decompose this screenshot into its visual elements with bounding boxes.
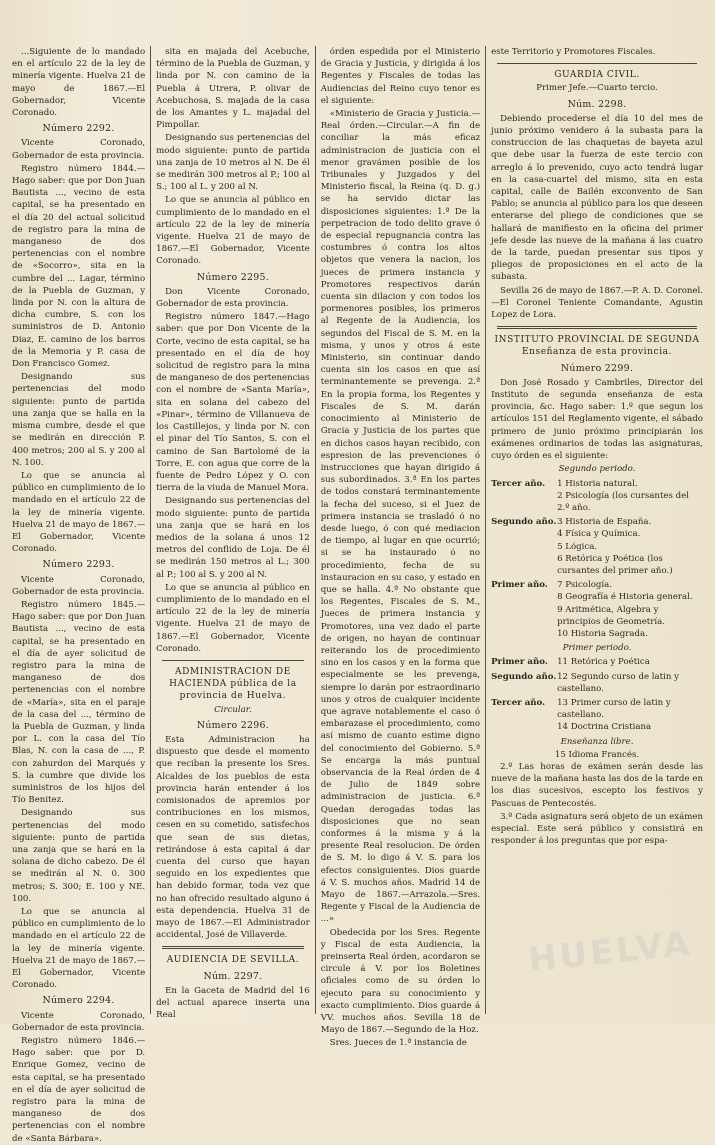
notice-number: Número 2293. — [42, 559, 115, 571]
notice-number: Número 2294. — [42, 995, 115, 1007]
exam-year-label: Primer año. — [491, 657, 548, 668]
exam-subject-list — [557, 478, 703, 515]
column-4 — [487, 46, 707, 1014]
notice-body: 2.º Las horas de exámen serán desde las nueve de la mañana hasta las dos de la tarde en los dias sucesivos, escepto los festivos y Pascuas de Pentecostés. — [491, 761, 703, 809]
paragraph: Don Vicente Coronado, Gobernador de esta provincia. — [156, 286, 310, 310]
exam-year-group — [491, 697, 703, 734]
notice-body: 3.º Cada asignatura será objeto de un exámen especial. Este será público y consistirá en responder á los preguntas que por espa- — [491, 811, 703, 847]
section-heading: GUARDIA CIVIL. — [554, 70, 640, 81]
notice-body: Don José Rosado y Cambriles, Director del Instituto de segunda enseñanza de esta provincia, &c. Hago saber: 1.º que segun los artículos 151 del Reglamento vigente, el sábado primero de junio próximo principiarán los exámenes ordinarios de todas las asignaturas, cuyo órden es el siguiente: — [491, 377, 703, 462]
paragraph: Vicente Coronado, Gobernador de esta provincia. — [12, 138, 146, 161]
section-subheading: Circular. — [214, 704, 252, 715]
exam-subject: 5 Lógica. — [557, 541, 598, 552]
paragraph: «Ministerio de Gracia y Justicia.—Real órden.—Circular.—A fin de conciliar la más eficaz administracion de justicia con el menor gravámen posible de los Tribunales y Juzgados y del Ministerio fiscal, la Reina (q. D. g.) se ha servido dictar las disposiciones siguientes: 1.ª De la perpetracion de todo delito grave ó de especial repugnancia contra las costumbres ó contra los altos objetos que venera la nacion, los jueces de primera instancia y Promotores respectivos darán cuenta sin dilacion y con todos los pormenores posibles, los primeros al Regente de la Audiencia, los segundos del Fiscal de S. M. en la misma, y unos y otros á este Ministerio, sin continuar dando cuenta sin los casos en que así terminantemente se prevenga. 2.ª En la propia forma, los Regentes y Fiscales de S. M. darán conocimiento al Ministerio de Gracia y Justicia de los partes que en dichos casos hayan recibido, con espresion de las prevenciones ó instrucciones que hayan dirigido á sus subordinados. 3.ª En los partes de todos constará terminantemente la fecha del suceso, si el Juez de primera instancia se trasladó ó no desde luego, ó con qué mediacion de tiempo, al lugar en que ocurrió; si se ha instaurado ó no procedimiento, fecha de su instauracion en su caso, y estado en que se halla. 4.ª No obstante que los Regentes, Fiscales de S. M., Jueces de primera instancia y Promotores, una vez dado el parte de origen, no hayan de continuar reiterando los de procedimiento sino en los casos y en la forma que especialmente se les prevenga, siempre lo darán por estraordinario unos y otros de cualquier incidente que agrave notablemente el caso ó embarazase el procedimiento, como así mismo de cuanto estime digno del conocimiento del Gobierno. 5.ª Se encarga la más puntual observancia de la Real órden de 4 de Julio de 1849 sobre administracion de justicia. 6.ª Quedan derogadas todas las disposiciones que no sean conformes á la misma y á la presente Real resolucion. De órden de S. M. lo digo á V. S. para los efectos consiguientes. Dios guarde á V. S. muchos años. Madrid 14 de Mayo de 1867.—Arrazola.—Sres. Regente y Fiscal de la Audiencia de ...» — [320, 109, 481, 925]
paragraph: Registro número 1845.—Hago saber: que por Don Juan Bautista ..., vecino de esta capital, se ha presentado en el día de ayer solicitud de registro para la mina de manganeso de dos pertenencias con el nombre de «María», sita en el paraje de la casa del ..., término de la Puebla de Guzman, y linda por L. con la casa del Tío Blas, N. con la casa de ..., P. con zahurdon del Marqués y S. la cumbre que divide los suministros de los hijos del Tío Benitez. — [12, 599, 146, 806]
section-heading: INSTITUTO PROVINCIAL DE SEGUNDA Enseñanza de esta provincia. — [494, 335, 700, 358]
divider — [497, 63, 697, 64]
notice-signature: Sevilla 26 de mayo de 1867.—P. A. D. Coronel.—El Coronel Teniente Comandante, Agustin Lopez de Lora. — [491, 285, 703, 321]
paragraph: Obedecida por los Sres. Regente y Fiscal de esta Audiencia, la preinserta Real órden, acordaron se circule á V. por los Boletines oficiales como de su órden lo ejecuto para su conocimiento y exacto cumplimiento. Dios guarde á VV. muchos años. Sevilla 18 de Mayo de 1867.—Segundo de la Hoz. — [320, 927, 481, 1036]
exam-year-label: Tercer año. — [491, 478, 546, 489]
exam-subject: 3 Historia de España. — [557, 517, 652, 528]
paragraph: Lo que se anuncia al público en cumplimiento de lo mandado en el artículo 22 de la ley de minería vigente. Huelva 21 de mayo de 1867.—El Gobernador, Vicente Coronado. — [156, 582, 310, 654]
exam-subject: 4 Física y Química. — [557, 529, 641, 540]
paragraph: Registro número 1844.—Hago saber: que por Don Juan Bautista ..., vecino de esta capital, se ha presentado en el día 20 del actual solicitud de registro para la mina de manganeso de dos pertenencias con el nombre de «Socorro», sita en la cumbre del ... Lagar, término de la Puebla de Guzman, y linda por N. con la altura de dicha cumbre, S. con los suministros de D. Antonio Diaz, E. camino de los barros de la Memoria y P. casa de Don Francisco Gomez. — [12, 163, 146, 370]
paragraph: Designando sus pertenencias del modo siguiente: punto de partida una zanja que se halla en la misma cumbre, desde el que se medirán en dirección P. 400 metros; 200 al S. y 200 al N. 100. — [12, 372, 146, 468]
exam-year-label: Segundo año. — [491, 671, 557, 682]
paragraph: Vicente Coronado, Gobernador de esta provincia. — [12, 1010, 146, 1033]
column-rule — [315, 46, 316, 1014]
exam-year-group — [491, 656, 703, 668]
exam-subject: 7 Psicología. — [557, 580, 613, 591]
notice-number: Número 2295. — [196, 271, 270, 283]
paragraph: Designando sus pertenencias del modo siguiente: punto de partida una zanja que se hará en los medios de la solana á unos 12 metros del conflido de Loja. De él se medirán 150 metros al L.; 300 al P.; 100 al S. y 200 al N. — [156, 496, 310, 580]
exam-subject: 12 Segundo curso de latin y castellano. — [557, 671, 679, 694]
column-rule — [150, 46, 151, 1014]
exam-subject: 2 Psicología (los cursantes del 2.º año. — [557, 490, 689, 513]
exam-year-group — [491, 579, 703, 640]
exam-subject-list — [557, 697, 703, 734]
paragraph: órden espedida por el Ministerio de Gracia y Justicia, y dirigida á los Regentes y Fiscales de todas las Audiencias del Reino cuyo tenor es el siguiente: — [320, 47, 481, 106]
exam-subject: 8 Geografía é Historia general. — [557, 592, 693, 603]
exam-subject: 1 Historia natural. — [557, 478, 638, 489]
column-rule — [485, 46, 486, 1014]
watermark: HUELVA — [526, 923, 695, 981]
exam-subject-list — [557, 516, 703, 577]
column-3 — [317, 46, 484, 1049]
paragraph: Lo que se anuncia al público en cumplimiento de lo mandado en el artículo 22 de la ley de minería vigente. Huelva 21 de mayo de 1867.—El Gobernador, Vicente Coronado. — [156, 195, 310, 267]
divider — [497, 326, 697, 329]
notice-number: Número 2299. — [560, 362, 634, 374]
paragraph: sita en majada del Acebuche, término de la Puebla de Guzman, y linda por N. con camino de la Puebla á Utrera, P. olivar de Acebuchosa, S. majada de la casa de los Amantes y L. majadal del Pimpollar. — [156, 47, 310, 131]
exam-subject: 14 Doctrina Cristiana — [557, 722, 652, 733]
paragraph: Lo que se anuncia al público en cumplimiento de lo mandado en el artículo 22 de la ley de minería vigente. Huelva 21 de mayo de 1867.—El Gobernador, Vicente Coronado. — [12, 470, 146, 555]
paragraph: Lo que se anuncia al público en cumplimiento de lo mandado en el artículo 22 de la ley de minería vigente. Huelva 21 de mayo de 1867.—El Gobernador, Vicente Coronado. — [12, 907, 146, 991]
exam-subject: 6 Retórica y Poética (los cursantes del primer año.) — [557, 553, 673, 576]
paragraph: Registro número 1846.—Hago saber: que por D. Enrique Gomez, vecino de esta capital, se ha presentado en el día de ayer solicitud de registro para la mina de manganeso de dos pertenencias con el nombre de «Santa Bárbara». — [12, 1036, 146, 1144]
exam-year-label: Tercer año. — [491, 697, 546, 708]
section-heading: AUDIENCIA DE SEVILLA. — [166, 955, 300, 966]
paragraph: En la Gaceta de Madrid del 16 del actual aparece inserta una Real — [156, 985, 310, 1021]
period-label: Primer periodo. — [562, 643, 632, 654]
period-label: Enseñanza libre. — [560, 736, 634, 747]
continuation-text: este Territorio y Promotores Fiscales. — [491, 47, 656, 57]
divider — [162, 660, 304, 661]
paragraph: Vicente Coronado, Gobernador de esta provincia. — [12, 574, 146, 597]
paragraph: Registro número 1847.—Hago saber: que por Don Vicente de la Corte, vecino de esta capital, se ha presentado en el día de hoy solicitud de registro para la mina de manganeso de dos pertenencias con el nombre de «Santa María», sita en solana del cabezo del «Pinar», término de Villanueva de los Castillejos, y linda por N. con el pinar del Tío Santos, S. con el camino de San Bartolomé de la Torre, E. con agua que corre de la fuente de Pedro López y O. con tierra de la viuda de Manuel Mora. — [156, 312, 310, 494]
exam-subject: 15 Idioma Francés. — [554, 749, 640, 760]
exam-year-label: Segundo año. — [491, 517, 557, 528]
notice-number: Número 2292. — [42, 123, 115, 135]
exam-year-label: Primer año. — [491, 580, 548, 591]
exam-subject: 9 Aritmética, Algebra y principios de Geometría. — [557, 604, 665, 627]
notice-number: Núm. 2298. — [567, 98, 627, 110]
exam-schedule-libre — [491, 749, 703, 761]
notice-body: Debiendo procederse el día 10 del mes de junio próximo venidero á la subasta para la construccion de las chaquetas de bayeta azul que debe usar la fuerza de este tercio con arreglo á lo prevenido, cuyo acto tendrá lugar en la casa-cuartel del mismo, sita en esta capital, calle de Bailén exconvento de San Pablo; se anuncia al público para los que deseen enterarse del pliego de condiciones que se hallará de manifiesto en la oficina del primer jefe desde las nueve de la mañana á las cuatro de la tarde, puedan presentar sus tipos y pliegos de proposiciones en el acto de la subasta. — [491, 113, 703, 283]
paragraph: Sres. Jueces de 1.ª instancia de — [329, 1038, 467, 1049]
notice-number: Núm. 2297. — [203, 970, 263, 982]
exam-schedule-a — [491, 478, 703, 641]
exam-year-group — [491, 478, 703, 515]
period-label: Segundo periodo. — [558, 464, 636, 475]
columns — [8, 46, 707, 1144]
section-heading: ADMINISTRACION DE HACIENDA pública de la provincia de Huelva. — [169, 666, 297, 702]
paragraph: Designando sus pertenencias del modo siguiente: punto de partida una zanja de 10 metros al N. De él se medirán 300 metros al P.; 100 al S.; 100 al L. y 200 al N. — [156, 133, 310, 193]
exam-subject-list — [557, 579, 703, 640]
column-1 — [8, 46, 149, 1144]
section-subheading: Primer Jefe.—Cuarto tercio. — [536, 83, 658, 94]
column-2 — [152, 46, 314, 1021]
exam-subject-list — [557, 656, 703, 668]
paragraph: Designando sus pertenencias del modo siguiente: punto de partida una zanja que se hará en la solana de dicho cabezo. De él se medirán al N. 0. 300 metros; S. 300; E. 100 y NE. 100. — [12, 808, 146, 904]
exam-subject: 13 Primer curso de latin y castellano. — [557, 697, 671, 721]
exam-subject-list — [557, 671, 703, 695]
exam-year-group — [491, 671, 703, 695]
paragraph: Esta Administracion ha dispuesto que desde el momento que reciban la presente los Sres. Alcaldes de los pueblos de esta provincia harán entender á los comisionados de apremios por contribuciones en los mismos, cesen en su cometido, satisfechos que sean de sus dietas, retirándose á esta capital á dar cuenta del curso que hayan seguido en los expedientes que han debido formar, toda vez que no han ofrecido resultado alguno á esta dependencia. Huelva 31 de mayo de 1867.—El Administrador accidental, José de Villaverde. — [156, 734, 310, 941]
exam-subject: 11 Retórica y Poética — [557, 657, 650, 668]
exam-subject: 10 Historia Sagrada. — [557, 628, 648, 639]
notice-number: Número 2296. — [196, 719, 270, 731]
paragraph: ...Siguiente de lo mandado en el artículo 22 de la ley de minería vigente. Huelva 21 de mayo de 1867.—El Gobernador, Vicente Coronado. — [12, 47, 146, 119]
exam-schedule-b — [491, 656, 703, 733]
exam-year-group — [491, 516, 703, 577]
divider — [162, 946, 304, 949]
